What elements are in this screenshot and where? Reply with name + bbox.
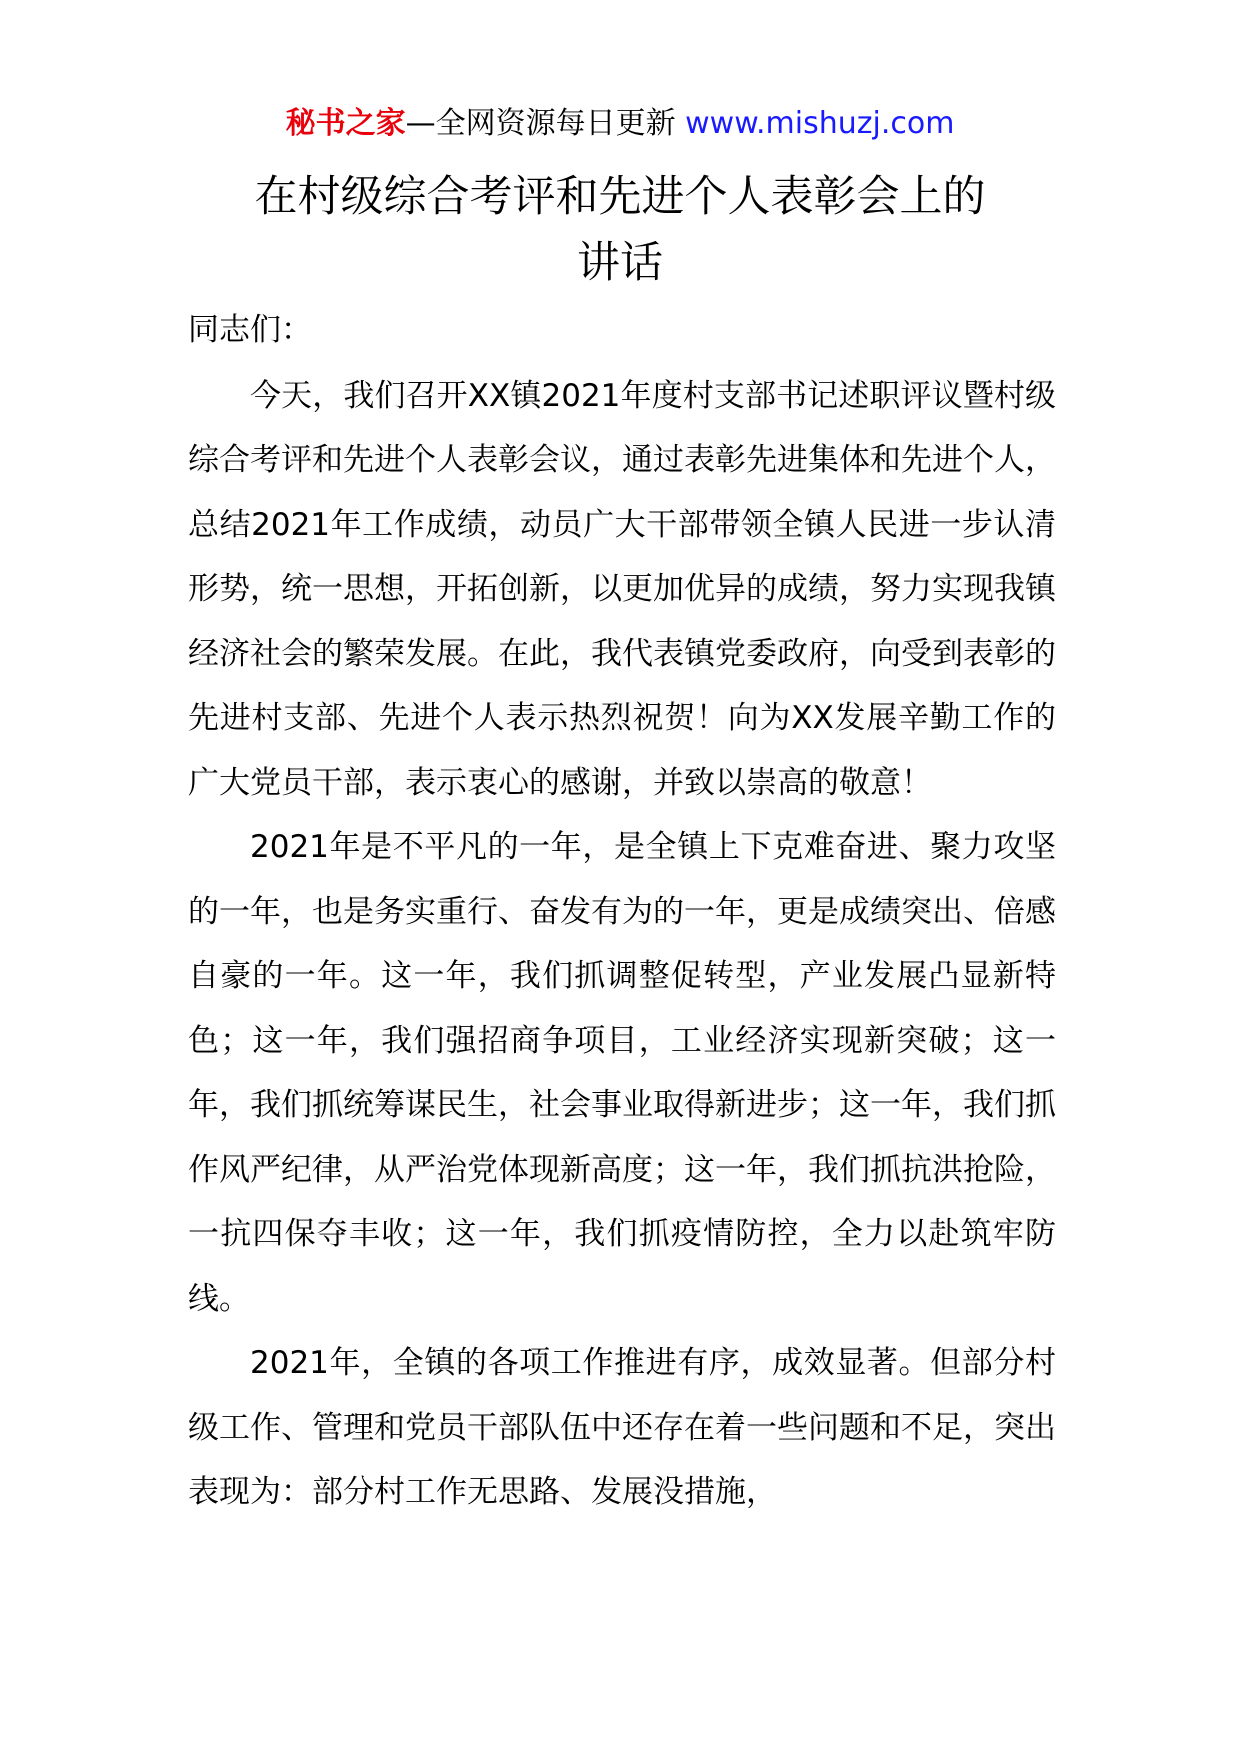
header-tagline: —全网资源每日更新 xyxy=(405,106,686,141)
paragraph-3: 2021年，全镇的各项工作推进有序，成效显著。但部分村级工作、管理和党员干部队伍中还存在着一些问题和不足，突出表现为：部分村工作无思路、发展没措施， xyxy=(188,1345,1056,1510)
site-header xyxy=(0,100,1240,148)
paragraph-1: 今天，我们召开XX镇2021年度村支部书记述职评议暨村级综合考评和先进个人表彰会议，通过表彰先进集体和先进个人，总结2021年工作成绩，动员广大干部带领全镇人民进一步认清形势，统一思想，开拓创新，以更加优异的成绩，努力实现我镇经济社会的繁荣发展。在此，我代表镇党委政府，向受到表彰的先进村支部、先进个人表示热烈祝贺！向为XX发展辛勤工作的广大党员干部，表示衷心的感谢，并致以崇高的敬意！ xyxy=(188,377,1056,801)
salutation: 同志们： xyxy=(188,312,312,348)
site-url-link[interactable]: www.mishuzj.com xyxy=(685,106,955,141)
document-title xyxy=(0,164,1240,296)
title-line-1: 在村级综合考评和先进个人表彰会上的 xyxy=(254,172,986,222)
document-body xyxy=(188,298,1056,1525)
title-line-2: 讲话 xyxy=(577,238,663,288)
paragraph-2: 2021年是不平凡的一年，是全镇上下克难奋进、聚力攻坚的一年，也是务实重行、奋发有为的一年，更是成绩突出、倍感自豪的一年。这一年，我们抓调整促转型，产业发展凸显新特色；这一年，我们强招商争项目，工业经济实现新突破；这一年，我们抓统筹谋民生，社会事业取得新进步；这一年，我们抓作风严纪律，从严治党体现新高度；这一年，我们抓抗洪抢险，一抗四保夺丰收；这一年，我们抓疫情防控，全力以赴筑牢防线。 xyxy=(188,829,1056,1317)
brand-name: 秘书之家 xyxy=(285,106,406,141)
